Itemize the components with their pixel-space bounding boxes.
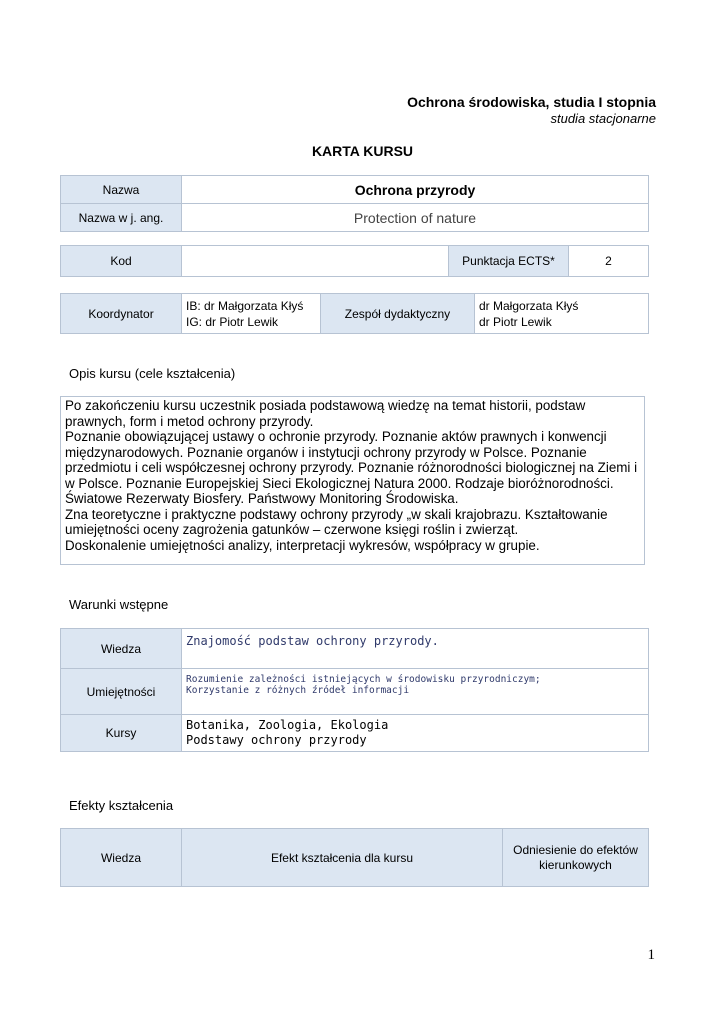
kursy-line-1: Botanika, Zoologia, Ekologia <box>186 718 389 732</box>
description-paragraph: Poznanie obowiązującej ustawy o ochronie przyrody. Poznanie aktów prawnych i konwencji międzynarodowych. Poznanie organów i instytucji ochrony przyrody w Polsce. Poznanie przedmiotu i celi współczesnej ochrony przyrody. Poznanie różnorodności biologicznej na Ziemi i w Polsce. Poznanie Europejskiej Sieci Ekologicznej Natura 2000. Rodzaje bioróżnorodności. Światowe Rezerwaty Biosfery. Państwowy Monitoring Środowiska. <box>65 429 638 506</box>
program-heading: Ochrona środowiska, studia I stopnia <box>407 94 656 110</box>
wiedza-label: Wiedza <box>61 629 182 669</box>
course-description <box>60 396 645 565</box>
coordinator-line-1: IB: dr Małgorzata Kłyś <box>186 298 304 313</box>
code-table <box>60 245 649 277</box>
wiedza-text: Znajomość podstaw ochrony przyrody. <box>186 634 439 648</box>
warunki-label: Warunki wstępne <box>69 597 169 612</box>
team-label: Zespół dydaktyczny <box>321 294 475 334</box>
ects-value: 2 <box>569 246 649 277</box>
team-line-2: dr Piotr Lewik <box>479 314 552 329</box>
kursy-value <box>182 715 649 752</box>
coordinator-table <box>60 293 649 334</box>
umiejetnosci-value <box>182 669 649 715</box>
description-paragraph: Po zakończeniu kursu uczestnik posiada podstawową wiedzę na temat historii, podstaw prawnych, form i metod ochrony przyrody. <box>65 398 586 429</box>
description-paragraph: Zna teoretyczne i praktyczne podstawy ochrony przyrody „w skali krajobrazu. Kształtowanie umiejętności oceny zagrożenia gatunków – czerwone księgi roślin i zwierząt. <box>65 506 608 537</box>
umiejetnosci-line-1: Rozumienie zależności istniejących w środowisku przyrodniczym; <box>186 674 541 685</box>
efekty-label: Efekty kształcenia <box>69 798 174 813</box>
code-value <box>182 246 449 277</box>
page-number: 1 <box>647 947 655 963</box>
name-table <box>60 175 649 232</box>
coordinator-label: Koordynator <box>61 294 182 334</box>
kursy-line-2: Podstawy ochrony przyrody <box>186 733 367 747</box>
umiejetnosci-label: Umiejętności <box>61 669 182 715</box>
prerequisites-table <box>60 628 649 752</box>
description-paragraph: Doskonalenie umiejętności analizy, interpretacji wykresów, współpracy w grupie. <box>65 537 540 553</box>
team-value <box>475 294 649 334</box>
outcomes-table <box>60 828 649 887</box>
coordinator-line-2: IG: dr Piotr Lewik <box>186 314 279 329</box>
team-line-1: dr Małgorzata Kłyś <box>479 298 579 313</box>
name-label: Nazwa <box>61 176 182 204</box>
course-name: Ochrona przyrody <box>182 176 649 204</box>
kursy-label: Kursy <box>61 715 182 752</box>
ects-label: Punktacja ECTS* <box>449 246 569 277</box>
wiedza-value <box>182 629 649 669</box>
outcomes-col-wiedza: Wiedza <box>61 829 182 887</box>
outcomes-col-reference: Odniesienie do efektów kierunkowych <box>503 829 649 887</box>
course-name-en: Protection of nature <box>182 204 649 232</box>
umiejetnosci-line-2: Korzystanie z różnych źródeł informacji <box>186 685 410 696</box>
outcomes-col-effect: Efekt kształcenia dla kursu <box>182 829 503 887</box>
code-label: Kod <box>61 246 182 277</box>
study-mode: studia stacjonarne <box>550 111 656 126</box>
opis-label: Opis kursu (cele kształcenia) <box>69 366 236 381</box>
name-en-label: Nazwa w j. ang. <box>61 204 182 232</box>
page-title: KARTA KURSU <box>311 143 414 159</box>
coordinator-value <box>182 294 321 334</box>
